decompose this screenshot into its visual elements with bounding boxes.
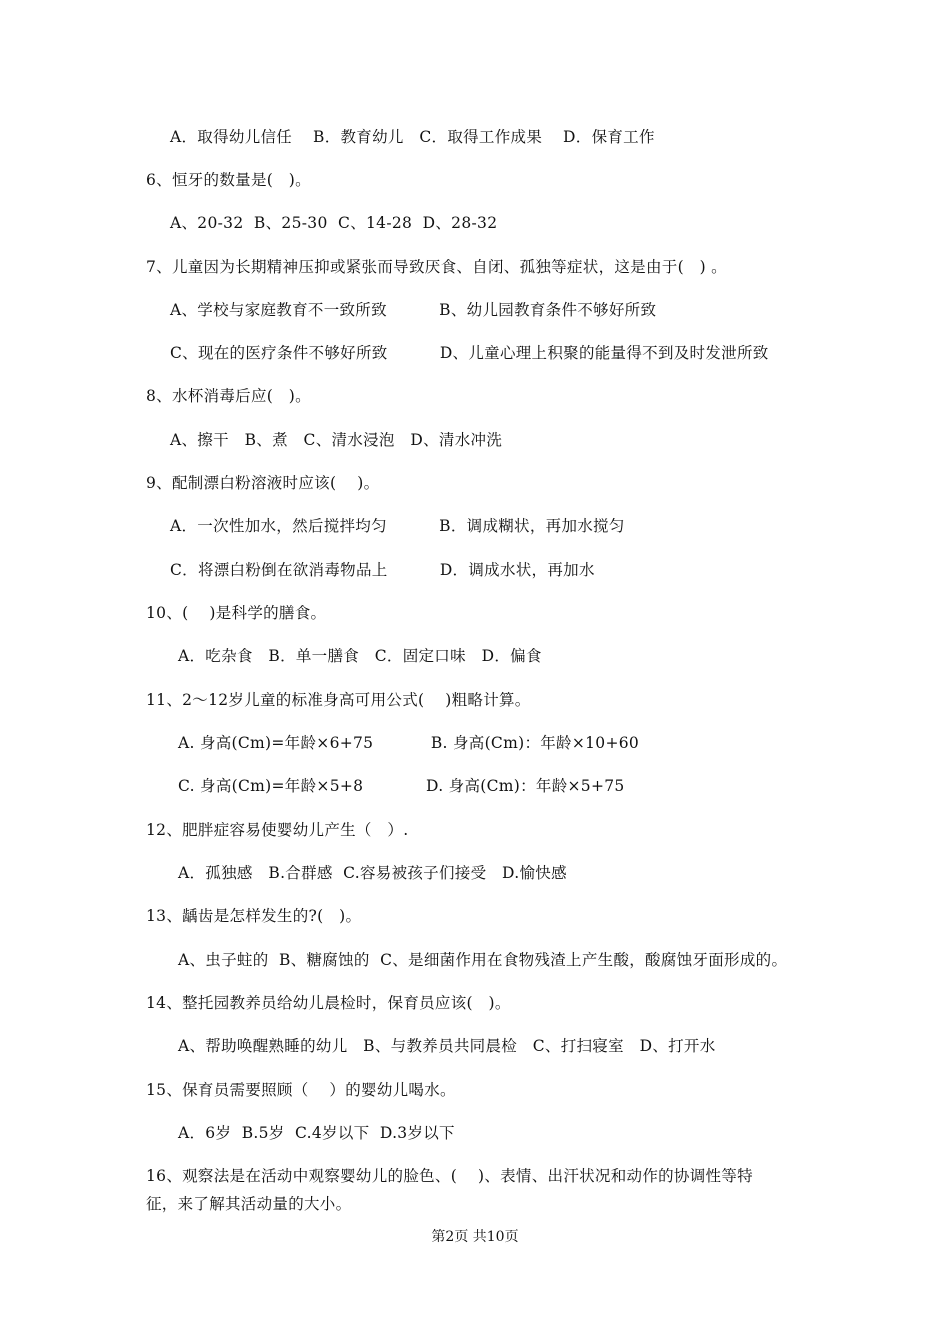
question-6: 6、恒牙的数量是( )。	[146, 171, 311, 189]
option-line-q11-2: C. 身高(Cm)=年龄×5+8 D. 身高(Cm)：年龄×5+75	[178, 777, 625, 795]
question-9: 9、配制漂白粉溶液时应该( )。	[146, 474, 380, 492]
option-line-q8: A、擦干 B、煮 C、清水浸泡 D、清水冲洗	[170, 431, 503, 449]
question-8: 8、水杯消毒后应( )。	[146, 387, 311, 405]
option-line-q7-2: C、现在的医疗条件不够好所致 D、儿童心理上积聚的能量得不到及时发泄所致	[170, 344, 769, 362]
question-7: 7、儿童因为长期精神压抑或紧张而导致厌食、自闭、孤独等症状，这是由于( ) 。	[146, 258, 727, 276]
option-line-q10: A．吃杂食 B．单一膳食 C．固定口味 D．偏食	[178, 647, 542, 665]
question-14: 14、整托园教养员给幼儿晨检时，保育员应该( )。	[146, 994, 511, 1012]
option-line-q9-1: A．一次性加水，然后搅拌均匀 B．调成糊状，再加水搅匀	[170, 517, 625, 535]
question-15: 15、保育员需要照顾（ ）的婴幼儿喝水。	[146, 1081, 456, 1099]
question-11: 11、2～12岁儿童的标准身高可用公式( )粗略计算。	[146, 691, 531, 709]
question-16: 16、观察法是在活动中观察婴幼儿的脸色、( )、表情、出汗状况和动作的协调性等特	[146, 1167, 753, 1185]
option-line-q15: A．6岁 B.5岁 C.4岁以下 D.3岁以下	[178, 1124, 455, 1142]
option-line-q5: A．取得幼儿信任 B．教育幼儿 C．取得工作成果 D．保育工作	[170, 128, 655, 146]
option-line-q7-1: A、学校与家庭教育不一致所致 B、幼儿园教育条件不够好所致	[170, 301, 657, 319]
question-10: 10、( )是科学的膳食。	[146, 604, 327, 622]
option-line-q11-1: A. 身高(Cm)=年龄×6+75 B. 身高(Cm)：年龄×10+60	[178, 734, 640, 752]
question-16-cont: 征，来了解其活动量的大小。	[146, 1195, 352, 1213]
option-line-q9-2: C．将漂白粉倒在欲消毒物品上 D．调成水状，再加水	[170, 561, 595, 579]
option-line-q6: A、20-32 B、25-30 C、14-28 D、28-32	[170, 214, 498, 232]
option-line-q13: A、虫子蛀的 B、糖腐蚀的 C、是细菌作用在食物残渣上产生酸，酸腐蚀牙面形成的。	[178, 951, 788, 969]
option-line-q14: A、帮助唤醒熟睡的幼儿 B、与教养员共同晨检 C、打扫寝室 D、打开水	[178, 1037, 716, 1055]
page-footer: 第2页 共10页	[431, 1229, 519, 1245]
option-line-q12: A．孤独感 B.合群感 C.容易被孩子们接受 D.愉快感	[178, 864, 567, 882]
question-12: 12、肥胖症容易使婴幼儿产生（ ）.	[146, 821, 409, 839]
question-13: 13、龋齿是怎样发生的?( )。	[146, 907, 362, 925]
